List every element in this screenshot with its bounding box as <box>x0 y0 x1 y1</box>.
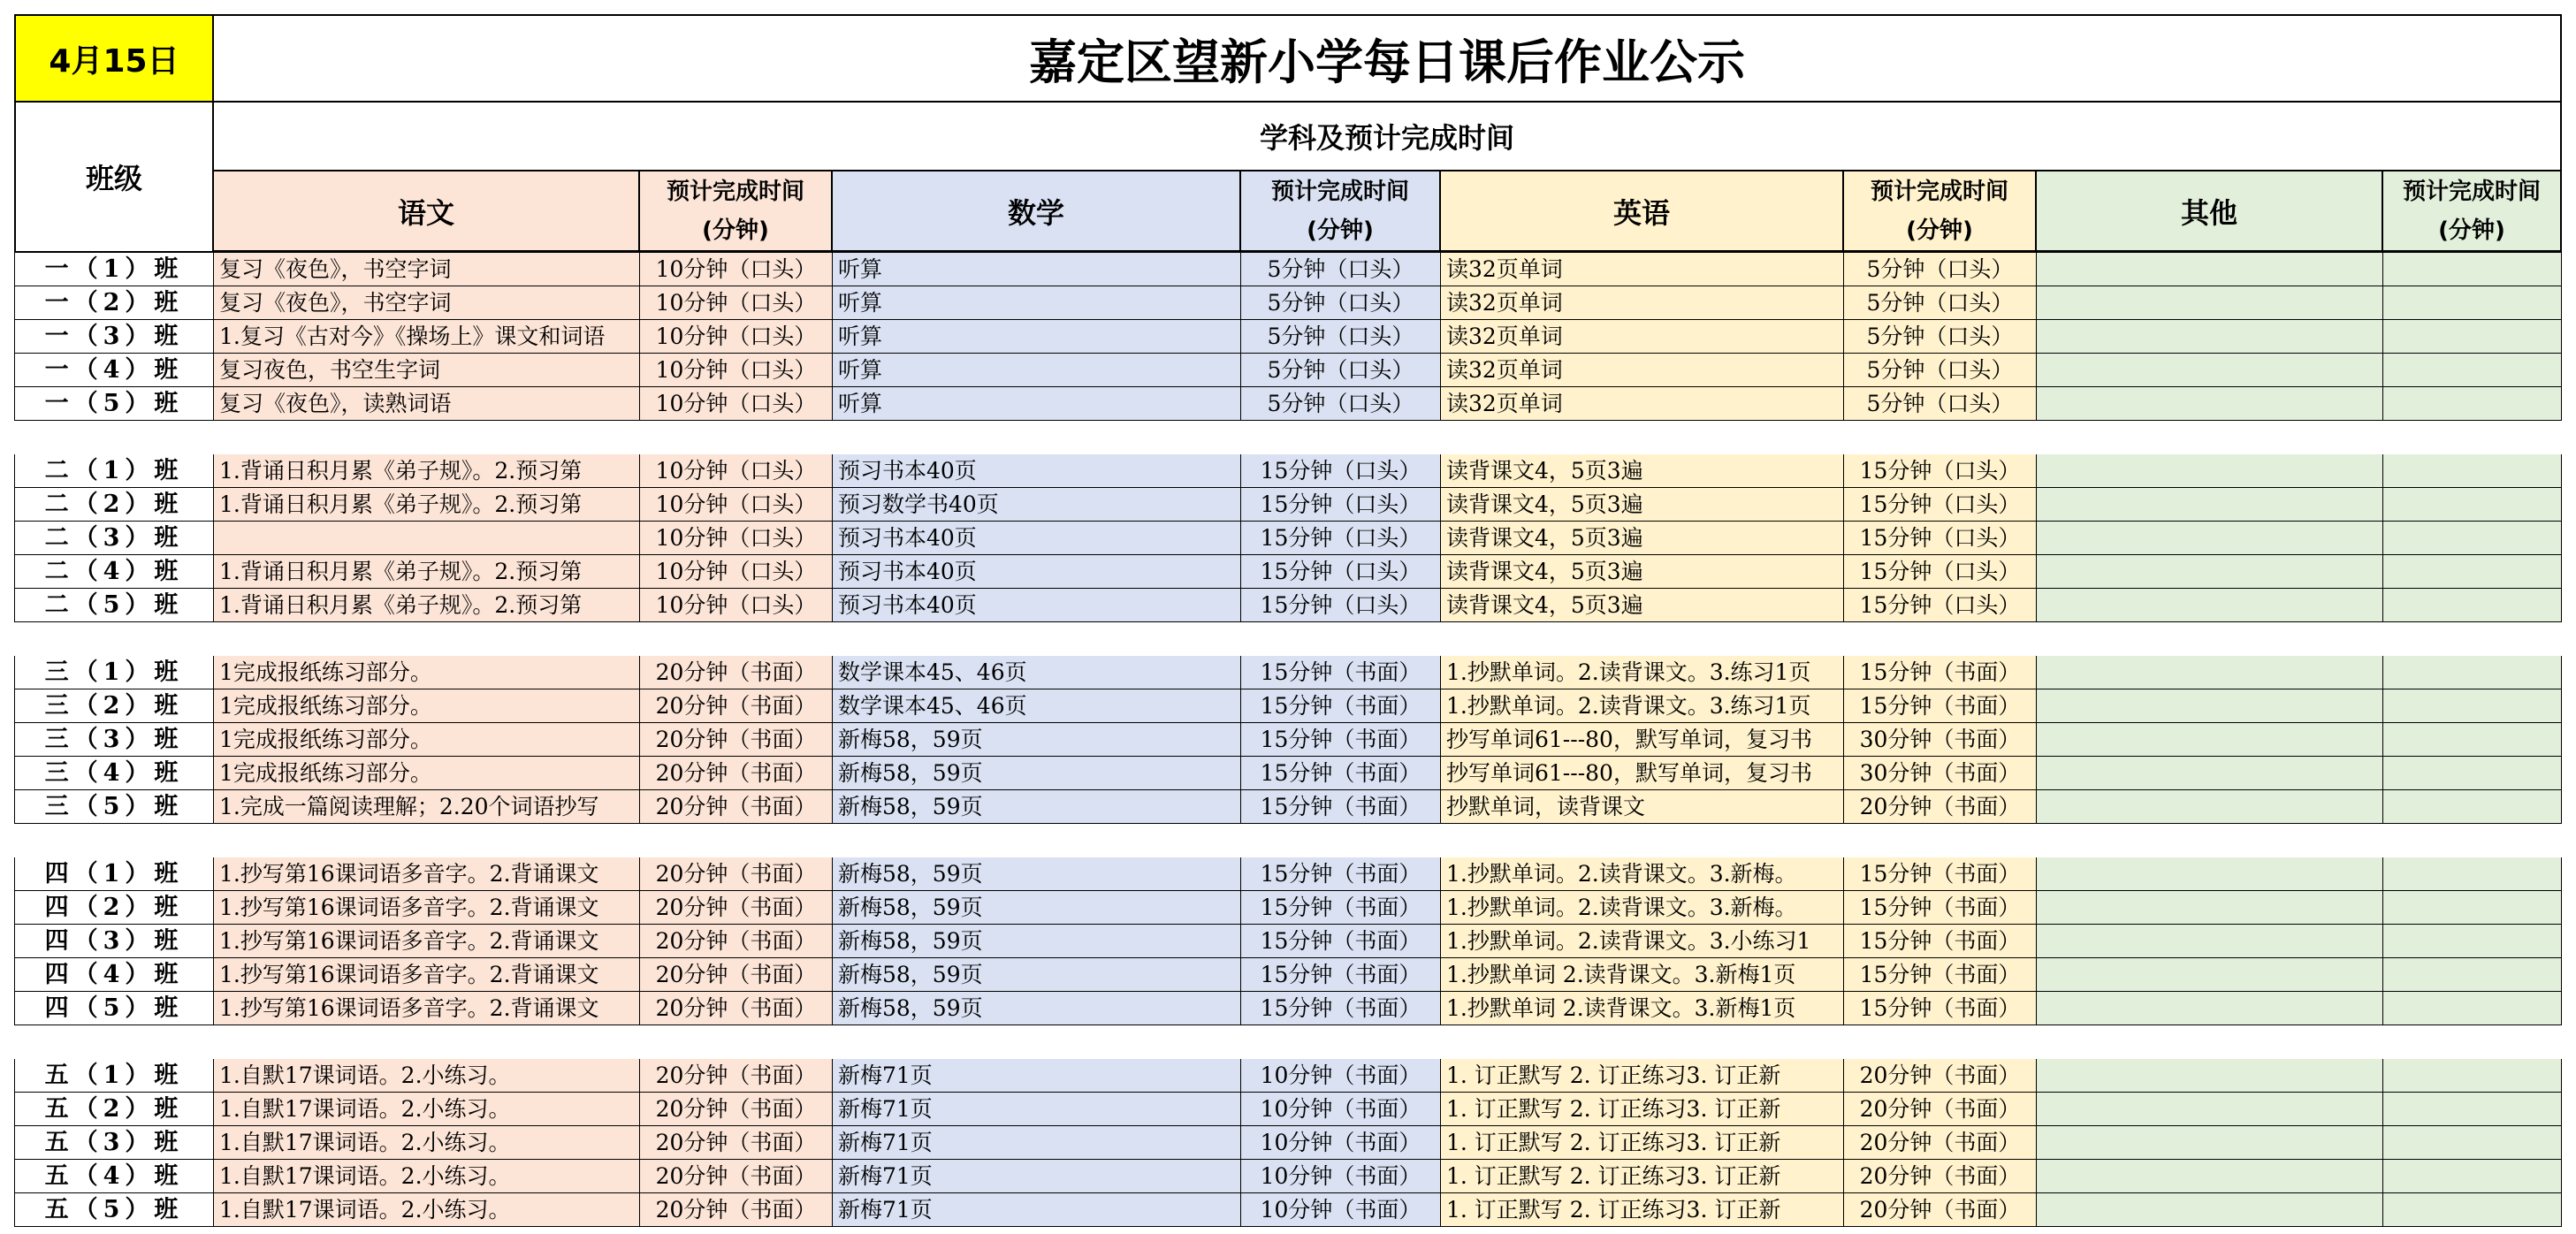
chinese-cell[interactable]: 复习《夜色》，书空字词 <box>214 253 640 286</box>
english-time-cell[interactable]: 20分钟（书面） <box>1844 1160 2037 1193</box>
class-cell[interactable]: 五（1）班 <box>14 1059 214 1093</box>
english-time-cell[interactable]: 20分钟（书面） <box>1844 1093 2037 1126</box>
math-cell[interactable]: 新梅58，59页 <box>833 790 1241 824</box>
english-cell[interactable]: 1.抄默单词 2.读背课文。3.新梅1页 <box>1441 992 1844 1025</box>
chinese-time-cell[interactable]: 20分钟（书面） <box>640 1193 833 1227</box>
math-cell[interactable]: 新梅58，59页 <box>833 925 1241 958</box>
math-time-cell[interactable]: 15分钟（书面） <box>1241 925 1441 958</box>
math-cell[interactable]: 新梅71页 <box>833 1160 1241 1193</box>
class-cell[interactable]: 二（1）班 <box>14 454 214 488</box>
english-cell[interactable]: 1.抄默单词。2.读背课文。3.新梅。 <box>1441 891 1844 925</box>
chinese-time-cell[interactable]: 20分钟（书面） <box>640 992 833 1025</box>
subject-group-header[interactable]: 学科及预计完成时间 <box>214 103 2562 171</box>
other-time-cell[interactable] <box>2383 589 2562 622</box>
other-cell[interactable] <box>2037 925 2383 958</box>
chinese-time-cell[interactable]: 20分钟（书面） <box>640 1126 833 1160</box>
chinese-cell[interactable]: 1.自默17课词语。2.小练习。 <box>214 1093 640 1126</box>
math-cell[interactable]: 新梅58，59页 <box>833 992 1241 1025</box>
chinese-cell[interactable]: 1.抄写第16课词语多音字。2.背诵课文 <box>214 925 640 958</box>
other-time-cell[interactable] <box>2383 925 2562 958</box>
english-cell[interactable]: 读背课文4，5页3遍 <box>1441 555 1844 589</box>
other-cell[interactable] <box>2037 723 2383 757</box>
other-time-cell[interactable] <box>2383 790 2562 824</box>
math-time-cell[interactable]: 15分钟（书面） <box>1241 958 1441 992</box>
class-cell[interactable]: 三（2）班 <box>14 689 214 723</box>
english-cell[interactable]: 抄写单词61---80，默写单词，复习书 <box>1441 757 1844 790</box>
chinese-time-cell[interactable]: 20分钟（书面） <box>640 891 833 925</box>
math-cell[interactable]: 预习书本40页 <box>833 589 1241 622</box>
other-cell[interactable] <box>2037 992 2383 1025</box>
other-time-cell[interactable] <box>2383 857 2562 891</box>
math-time-cell[interactable]: 5分钟（口头） <box>1241 387 1441 421</box>
table-row <box>14 320 2562 354</box>
other-cell[interactable] <box>2037 286 2383 320</box>
math-cell[interactable]: 预习数学书40页 <box>833 488 1241 522</box>
other-cell[interactable] <box>2037 656 2383 689</box>
math-time-cell[interactable]: 5分钟（口头） <box>1241 320 1441 354</box>
english-time-cell[interactable]: 5分钟（口头） <box>1844 387 2037 421</box>
time-header-line2: (分钟) <box>1906 217 1973 244</box>
math-time-cell[interactable]: 15分钟（口头） <box>1241 454 1441 488</box>
class-cell[interactable]: 二（2）班 <box>14 488 214 522</box>
other-time-cell[interactable] <box>2383 387 2562 421</box>
time-header-line1: 预计完成时间 <box>1870 178 2008 205</box>
english-time-cell[interactable]: 15分钟（口头） <box>1844 522 2037 555</box>
other-cell[interactable] <box>2037 857 2383 891</box>
english-cell[interactable]: 读32页单词 <box>1441 286 1844 320</box>
table-row <box>14 1059 2562 1093</box>
math-cell[interactable]: 数学课本45、46页 <box>833 689 1241 723</box>
english-time-cell[interactable]: 15分钟（书面） <box>1844 689 2037 723</box>
math-time-cell[interactable]: 10分钟（书面） <box>1241 1160 1441 1193</box>
chinese-column-header[interactable]: 语文 <box>214 171 640 253</box>
other-time-cell[interactable] <box>2383 454 2562 488</box>
math-time-cell[interactable]: 15分钟（书面） <box>1241 656 1441 689</box>
english-time-cell[interactable]: 15分钟（书面） <box>1844 925 2037 958</box>
chinese-cell[interactable]: 1完成报纸练习部分。 <box>214 757 640 790</box>
table-row <box>14 857 2562 891</box>
math-cell[interactable]: 预习书本40页 <box>833 522 1241 555</box>
chinese-cell[interactable]: 1完成报纸练习部分。 <box>214 723 640 757</box>
chinese-time-cell[interactable]: 20分钟（书面） <box>640 723 833 757</box>
table-row <box>14 689 2562 723</box>
english-time-cell[interactable]: 20分钟（书面） <box>1844 790 2037 824</box>
table-row <box>14 555 2562 589</box>
chinese-cell[interactable]: 1.背诵日积月累《弟子规》。2.预习第 <box>214 488 640 522</box>
chinese-time-cell[interactable]: 10分钟（口头） <box>640 522 833 555</box>
math-time-cell[interactable]: 15分钟（书面） <box>1241 723 1441 757</box>
class-cell[interactable]: 五（4）班 <box>14 1160 214 1193</box>
class-cell[interactable]: 三（1）班 <box>14 656 214 689</box>
english-cell[interactable]: 1. 订正默写 2. 订正练习3. 订正新 <box>1441 1160 1844 1193</box>
english-time-cell[interactable]: 30分钟（书面） <box>1844 723 2037 757</box>
english-time-cell[interactable]: 15分钟（口头） <box>1844 454 2037 488</box>
english-time-cell[interactable]: 5分钟（口头） <box>1844 320 2037 354</box>
class-cell[interactable]: 四（4）班 <box>14 958 214 992</box>
english-time-cell[interactable]: 20分钟（书面） <box>1844 1193 2037 1227</box>
chinese-time-cell[interactable]: 10分钟（口头） <box>640 555 833 589</box>
math-cell[interactable]: 新梅58，59页 <box>833 857 1241 891</box>
table-row <box>14 589 2562 622</box>
chinese-cell[interactable] <box>214 522 640 555</box>
math-cell[interactable]: 新梅71页 <box>833 1093 1241 1126</box>
table-row <box>14 387 2562 421</box>
english-time-cell[interactable]: 30分钟（书面） <box>1844 757 2037 790</box>
class-cell[interactable]: 三（5）班 <box>14 790 214 824</box>
class-cell[interactable]: 一（3）班 <box>14 320 214 354</box>
other-time-cell[interactable] <box>2383 656 2562 689</box>
chinese-cell[interactable]: 1.背诵日积月累《弟子规》。2.预习第 <box>214 454 640 488</box>
other-time-cell[interactable] <box>2383 992 2562 1025</box>
class-cell[interactable]: 二（4）班 <box>14 555 214 589</box>
english-cell[interactable]: 1.抄默单词 2.读背课文。3.新梅1页 <box>1441 958 1844 992</box>
math-cell[interactable]: 听算 <box>833 286 1241 320</box>
chinese-time-cell[interactable]: 20分钟（书面） <box>640 1093 833 1126</box>
chinese-cell[interactable]: 复习《夜色》，读熟词语 <box>214 387 640 421</box>
math-time-cell[interactable]: 5分钟（口头） <box>1241 286 1441 320</box>
class-column-header[interactable]: 班级 <box>14 103 214 253</box>
english-cell[interactable]: 1.抄默单词。2.读背课文。3.新梅。 <box>1441 857 1844 891</box>
math-time-cell[interactable]: 15分钟（书面） <box>1241 992 1441 1025</box>
chinese-cell[interactable]: 复习夜色，书空生字词 <box>214 354 640 387</box>
table-row <box>14 286 2562 320</box>
other-time-cell[interactable] <box>2383 555 2562 589</box>
chinese-time-cell[interactable]: 20分钟（书面） <box>640 857 833 891</box>
chinese-time-column-header[interactable] <box>640 171 833 253</box>
math-cell[interactable]: 新梅58，59页 <box>833 723 1241 757</box>
other-cell[interactable] <box>2037 488 2383 522</box>
math-cell[interactable]: 听算 <box>833 253 1241 286</box>
other-cell[interactable] <box>2037 320 2383 354</box>
other-cell[interactable] <box>2037 958 2383 992</box>
math-cell[interactable]: 听算 <box>833 387 1241 421</box>
table-row <box>14 488 2562 522</box>
chinese-time-cell[interactable]: 20分钟（书面） <box>640 925 833 958</box>
english-cell[interactable]: 抄默单词，读背课文 <box>1441 790 1844 824</box>
class-cell[interactable]: 五（2）班 <box>14 1093 214 1126</box>
other-time-cell[interactable] <box>2383 253 2562 286</box>
english-time-column-header[interactable] <box>1844 171 2037 253</box>
math-cell[interactable]: 预习书本40页 <box>833 454 1241 488</box>
math-time-cell[interactable]: 10分钟（书面） <box>1241 1059 1441 1093</box>
math-cell[interactable]: 数学课本45、46页 <box>833 656 1241 689</box>
class-cell[interactable]: 四（5）班 <box>14 992 214 1025</box>
chinese-time-cell[interactable]: 10分钟（口头） <box>640 387 833 421</box>
table-row <box>14 1160 2562 1193</box>
class-cell[interactable]: 五（5）班 <box>14 1193 214 1227</box>
chinese-time-cell[interactable]: 20分钟（书面） <box>640 1059 833 1093</box>
table-row <box>14 1093 2562 1126</box>
chinese-cell[interactable]: 1.完成一篇阅读理解；2.20个词语抄写 <box>214 790 640 824</box>
chinese-cell[interactable]: 1.背诵日积月累《弟子规》。2.预习第 <box>214 589 640 622</box>
math-time-cell[interactable]: 10分钟（书面） <box>1241 1193 1441 1227</box>
other-time-cell[interactable] <box>2383 522 2562 555</box>
english-cell[interactable]: 读背课文4，5页3遍 <box>1441 522 1844 555</box>
math-cell[interactable]: 新梅58，59页 <box>833 891 1241 925</box>
other-cell[interactable] <box>2037 1126 2383 1160</box>
other-cell[interactable] <box>2037 1160 2383 1193</box>
chinese-cell[interactable]: 1.抄写第16课词语多音字。2.背诵课文 <box>214 958 640 992</box>
table-row <box>14 958 2562 992</box>
english-cell[interactable]: 1.抄默单词。2.读背课文。3.练习1页 <box>1441 689 1844 723</box>
chinese-time-cell[interactable]: 10分钟（口头） <box>640 253 833 286</box>
math-time-cell[interactable]: 10分钟（书面） <box>1241 1126 1441 1160</box>
chinese-time-cell[interactable]: 20分钟（书面） <box>640 757 833 790</box>
time-header-line1: 预计完成时间 <box>2402 178 2541 205</box>
class-cell[interactable]: 五（3）班 <box>14 1126 214 1160</box>
other-time-cell[interactable] <box>2383 757 2562 790</box>
math-cell[interactable]: 新梅71页 <box>833 1193 1241 1227</box>
english-cell[interactable]: 读背课文4，5页3遍 <box>1441 488 1844 522</box>
math-time-cell[interactable]: 15分钟（书面） <box>1241 689 1441 723</box>
other-cell[interactable] <box>2037 522 2383 555</box>
class-cell[interactable]: 四（1）班 <box>14 857 214 891</box>
table-row <box>14 757 2562 790</box>
chinese-cell[interactable]: 1.自默17课词语。2.小练习。 <box>214 1160 640 1193</box>
other-time-cell[interactable] <box>2383 891 2562 925</box>
class-cell[interactable]: 一（1）班 <box>14 253 214 286</box>
class-cell[interactable]: 一（2）班 <box>14 286 214 320</box>
chinese-cell[interactable]: 1.自默17课词语。2.小练习。 <box>214 1193 640 1227</box>
english-cell[interactable]: 读32页单词 <box>1441 354 1844 387</box>
other-cell[interactable] <box>2037 387 2383 421</box>
chinese-cell[interactable]: 复习《夜色》，书空字词 <box>214 286 640 320</box>
chinese-cell[interactable]: 1.抄写第16课词语多音字。2.背诵课文 <box>214 857 640 891</box>
math-time-cell[interactable]: 15分钟（书面） <box>1241 757 1441 790</box>
other-time-cell[interactable] <box>2383 689 2562 723</box>
math-time-cell[interactable]: 10分钟（书面） <box>1241 1093 1441 1126</box>
table-row <box>14 992 2562 1025</box>
table-row <box>14 790 2562 824</box>
english-time-cell[interactable]: 5分钟（口头） <box>1844 286 2037 320</box>
english-column-header[interactable]: 英语 <box>1441 171 1844 253</box>
other-column-header[interactable]: 其他 <box>2037 171 2383 253</box>
math-cell[interactable]: 新梅71页 <box>833 1126 1241 1160</box>
math-column-header[interactable]: 数学 <box>833 171 1241 253</box>
other-cell[interactable] <box>2037 555 2383 589</box>
class-cell[interactable]: 一（4）班 <box>14 354 214 387</box>
other-cell[interactable] <box>2037 589 2383 622</box>
chinese-time-cell[interactable]: 10分钟（口头） <box>640 286 833 320</box>
other-cell[interactable] <box>2037 1059 2383 1093</box>
other-time-cell[interactable] <box>2383 958 2562 992</box>
date-cell[interactable]: 4月15日 <box>14 14 214 103</box>
other-time-cell[interactable] <box>2383 1126 2562 1160</box>
other-time-cell[interactable] <box>2383 354 2562 387</box>
english-time-cell[interactable]: 15分钟（书面） <box>1844 891 2037 925</box>
time-header-line2: (分钟) <box>1307 217 1374 244</box>
english-time-cell[interactable]: 15分钟（书面） <box>1844 857 2037 891</box>
math-time-cell[interactable]: 15分钟（口头） <box>1241 522 1441 555</box>
english-cell[interactable]: 1. 订正默写 2. 订正练习3. 订正新 <box>1441 1193 1844 1227</box>
chinese-time-cell[interactable]: 20分钟（书面） <box>640 1160 833 1193</box>
math-cell[interactable]: 新梅58，59页 <box>833 757 1241 790</box>
english-time-cell[interactable]: 15分钟（书面） <box>1844 992 2037 1025</box>
other-time-cell[interactable] <box>2383 320 2562 354</box>
english-time-cell[interactable]: 20分钟（书面） <box>1844 1059 2037 1093</box>
other-cell[interactable] <box>2037 689 2383 723</box>
table-row <box>14 1193 2562 1227</box>
math-cell[interactable]: 预习书本40页 <box>833 555 1241 589</box>
table-row <box>14 925 2562 958</box>
math-time-cell[interactable]: 15分钟（口头） <box>1241 555 1441 589</box>
math-time-cell[interactable]: 15分钟（书面） <box>1241 891 1441 925</box>
english-cell[interactable]: 读背课文4，5页3遍 <box>1441 454 1844 488</box>
english-cell[interactable]: 1. 订正默写 2. 订正练习3. 订正新 <box>1441 1126 1844 1160</box>
english-cell[interactable]: 抄写单词61---80，默写单词，复习书 <box>1441 723 1844 757</box>
time-header-line1: 预计完成时间 <box>1270 178 1409 205</box>
english-cell[interactable]: 1. 订正默写 2. 订正练习3. 订正新 <box>1441 1059 1844 1093</box>
math-time-cell[interactable]: 5分钟（口头） <box>1241 354 1441 387</box>
math-time-cell[interactable]: 15分钟（书面） <box>1241 857 1441 891</box>
chinese-time-cell[interactable]: 20分钟（书面） <box>640 689 833 723</box>
other-time-column-header[interactable] <box>2383 171 2562 253</box>
table-row <box>14 723 2562 757</box>
class-cell[interactable]: 三（3）班 <box>14 723 214 757</box>
chinese-cell[interactable]: 1完成报纸练习部分。 <box>214 656 640 689</box>
other-cell[interactable] <box>2037 891 2383 925</box>
chinese-cell[interactable]: 1完成报纸练习部分。 <box>214 689 640 723</box>
english-time-cell[interactable]: 15分钟（口头） <box>1844 589 2037 622</box>
other-cell[interactable] <box>2037 253 2383 286</box>
math-cell[interactable]: 新梅58，59页 <box>833 958 1241 992</box>
time-header-line1: 预计完成时间 <box>666 178 804 205</box>
other-time-cell[interactable] <box>2383 1160 2562 1193</box>
english-cell[interactable]: 1. 订正默写 2. 订正练习3. 订正新 <box>1441 1093 1844 1126</box>
math-time-cell[interactable]: 5分钟（口头） <box>1241 253 1441 286</box>
chinese-time-cell[interactable]: 10分钟（口头） <box>640 589 833 622</box>
table-row <box>14 891 2562 925</box>
math-time-column-header[interactable] <box>1241 171 1441 253</box>
class-cell[interactable]: 二（5）班 <box>14 589 214 622</box>
chinese-cell[interactable]: 1.自默17课词语。2.小练习。 <box>214 1126 640 1160</box>
english-time-cell[interactable]: 5分钟（口头） <box>1844 253 2037 286</box>
other-cell[interactable] <box>2037 790 2383 824</box>
table-row <box>14 354 2562 387</box>
english-cell[interactable]: 1.抄默单词。2.读背课文。3.练习1页 <box>1441 656 1844 689</box>
other-cell[interactable] <box>2037 1193 2383 1227</box>
other-time-cell[interactable] <box>2383 286 2562 320</box>
table-row <box>14 522 2562 555</box>
other-cell[interactable] <box>2037 454 2383 488</box>
english-cell[interactable]: 1.抄默单词。2.读背课文。3.小练习1 <box>1441 925 1844 958</box>
class-cell[interactable]: 三（4）班 <box>14 757 214 790</box>
math-time-cell[interactable]: 15分钟（书面） <box>1241 790 1441 824</box>
chinese-cell[interactable]: 1.抄写第16课词语多音字。2.背诵课文 <box>214 891 640 925</box>
chinese-cell[interactable]: 1.抄写第16课词语多音字。2.背诵课文 <box>214 992 640 1025</box>
time-header-line2: (分钟) <box>2438 217 2505 244</box>
chinese-time-cell[interactable]: 10分钟（口头） <box>640 454 833 488</box>
other-cell[interactable] <box>2037 354 2383 387</box>
chinese-cell[interactable]: 1.复习《古对今》《操场上》课文和词语 <box>214 320 640 354</box>
other-time-cell[interactable] <box>2383 723 2562 757</box>
english-time-cell[interactable]: 15分钟（书面） <box>1844 958 2037 992</box>
other-time-cell[interactable] <box>2383 1059 2562 1093</box>
table-row <box>14 1126 2562 1160</box>
english-time-cell[interactable]: 5分钟（口头） <box>1844 354 2037 387</box>
english-time-cell[interactable]: 15分钟（口头） <box>1844 488 2037 522</box>
math-cell[interactable]: 新梅71页 <box>833 1059 1241 1093</box>
other-cell[interactable] <box>2037 757 2383 790</box>
math-cell[interactable]: 听算 <box>833 320 1241 354</box>
chinese-time-cell[interactable]: 20分钟（书面） <box>640 958 833 992</box>
class-cell[interactable]: 四（3）班 <box>14 925 214 958</box>
chinese-time-cell[interactable]: 10分钟（口头） <box>640 354 833 387</box>
table-row <box>14 253 2562 286</box>
chinese-cell[interactable]: 1.背诵日积月累《弟子规》。2.预习第 <box>214 555 640 589</box>
chinese-time-cell[interactable]: 20分钟（书面） <box>640 656 833 689</box>
english-time-cell[interactable]: 15分钟（书面） <box>1844 656 2037 689</box>
other-time-cell[interactable] <box>2383 1093 2562 1126</box>
chinese-time-cell[interactable]: 10分钟（口头） <box>640 488 833 522</box>
english-cell[interactable]: 读32页单词 <box>1441 253 1844 286</box>
math-cell[interactable]: 听算 <box>833 354 1241 387</box>
class-cell[interactable]: 四（2）班 <box>14 891 214 925</box>
english-time-cell[interactable]: 15分钟（口头） <box>1844 555 2037 589</box>
table-row <box>14 656 2562 689</box>
english-cell[interactable]: 读32页单词 <box>1441 320 1844 354</box>
english-time-cell[interactable]: 20分钟（书面） <box>1844 1126 2037 1160</box>
time-header-line2: (分钟) <box>702 217 769 244</box>
other-cell[interactable] <box>2037 1093 2383 1126</box>
other-time-cell[interactable] <box>2383 488 2562 522</box>
page-title[interactable]: 嘉定区望新小学每日课后作业公示 <box>214 14 2562 103</box>
english-cell[interactable]: 读背课文4，5页3遍 <box>1441 589 1844 622</box>
other-time-cell[interactable] <box>2383 1193 2562 1227</box>
math-time-cell[interactable]: 15分钟（口头） <box>1241 589 1441 622</box>
table-row <box>14 454 2562 488</box>
chinese-time-cell[interactable]: 20分钟（书面） <box>640 790 833 824</box>
english-cell[interactable]: 读32页单词 <box>1441 387 1844 421</box>
chinese-time-cell[interactable]: 10分钟（口头） <box>640 320 833 354</box>
math-time-cell[interactable]: 15分钟（口头） <box>1241 488 1441 522</box>
chinese-cell[interactable]: 1.自默17课词语。2.小练习。 <box>214 1059 640 1093</box>
class-cell[interactable]: 一（5）班 <box>14 387 214 421</box>
class-cell[interactable]: 二（3）班 <box>14 522 214 555</box>
